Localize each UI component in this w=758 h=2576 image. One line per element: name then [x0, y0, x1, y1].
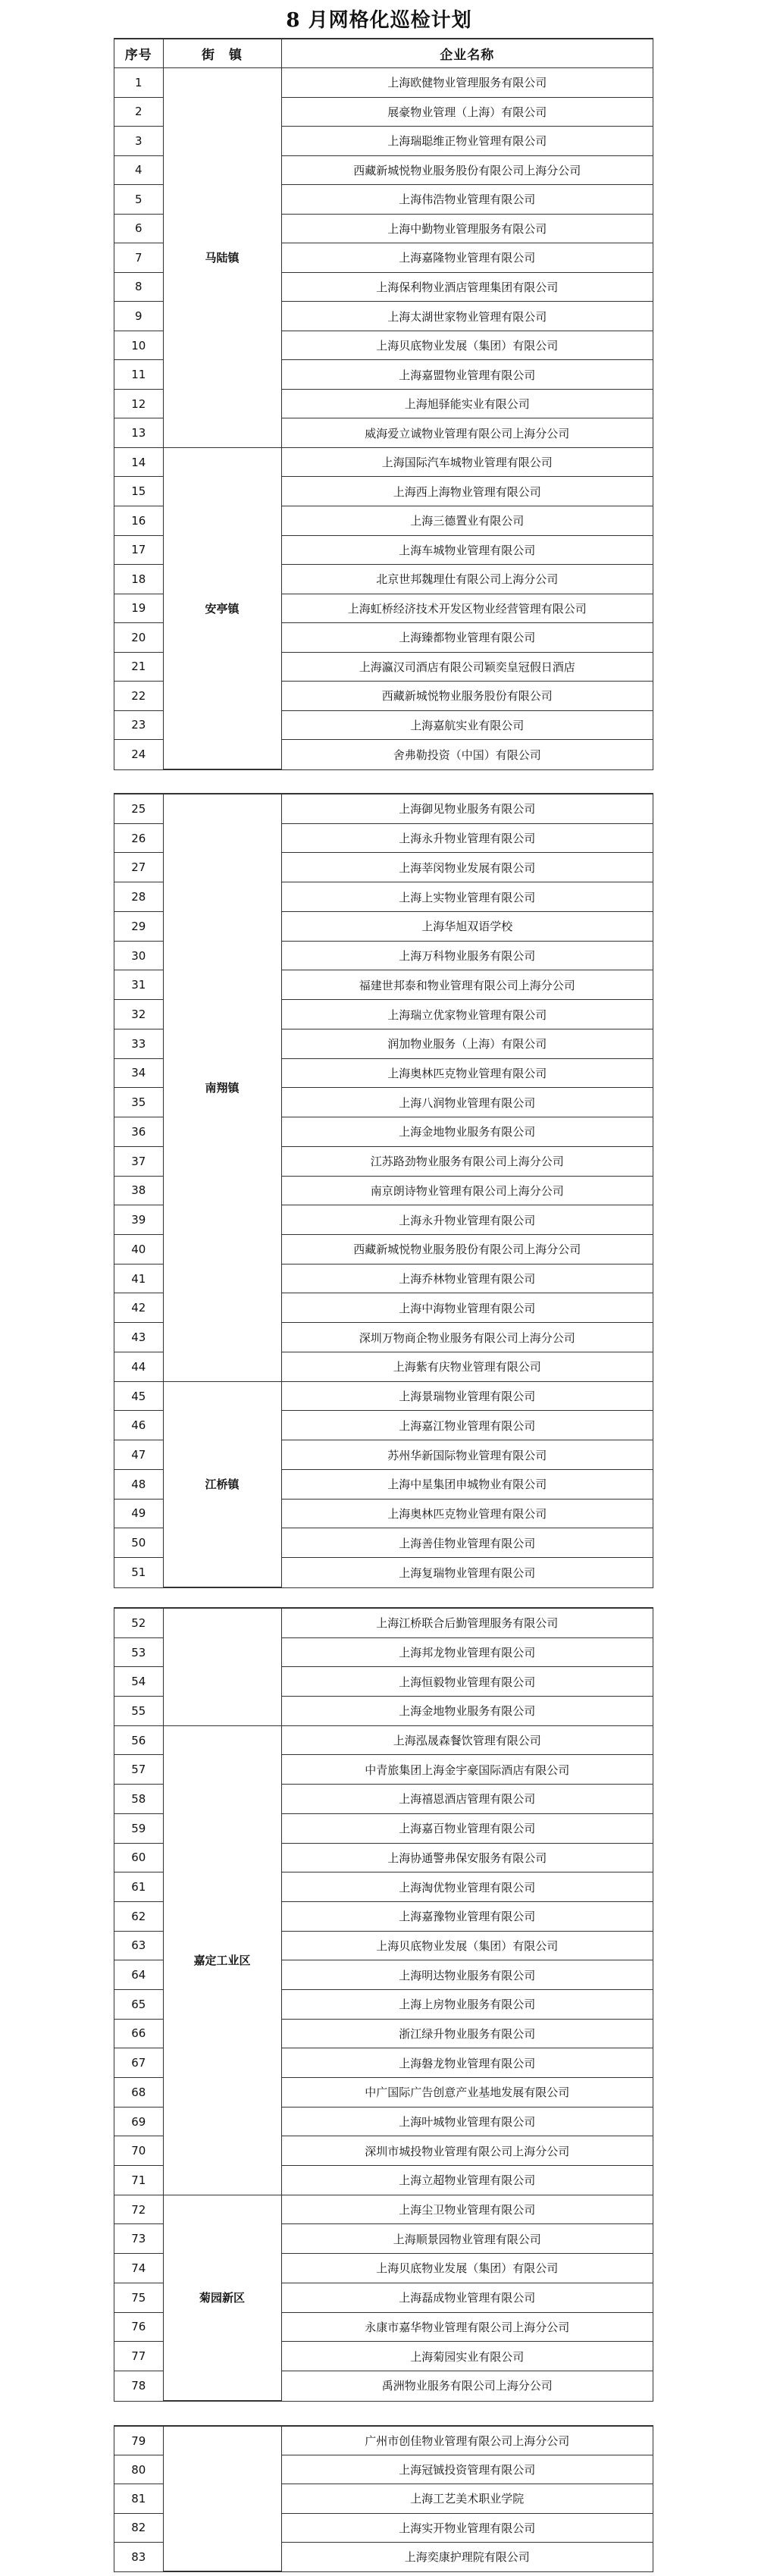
- company-name: 上海叶城物业管理有限公司: [281, 2107, 653, 2136]
- row-number: 26: [114, 823, 163, 853]
- company-name: 西藏新城悦物业服务股份有限公司: [281, 682, 653, 711]
- inspection-table: [114, 1608, 653, 2401]
- town-cell: 安亭镇: [163, 447, 281, 769]
- row-number: 23: [114, 710, 163, 740]
- company-name: 上海磐龙物业管理有限公司: [281, 2048, 653, 2078]
- company-name: 上海禧恩酒店管理有限公司: [281, 1785, 653, 1814]
- row-number: 56: [114, 1725, 163, 1755]
- row-number: 72: [114, 2195, 163, 2224]
- company-name: 上海贝底物业发展（集团）有限公司: [281, 1931, 653, 1960]
- header-town: 街 镇: [163, 39, 281, 68]
- company-name: 上海江桥联合后勤管理服务有限公司: [281, 1609, 653, 1638]
- town-cell: 南翔镇: [163, 794, 281, 1382]
- row-number: 38: [114, 1176, 163, 1205]
- company-name: 上海保利物业酒店管理集团有限公司: [281, 272, 653, 302]
- inspection-table: [114, 2426, 653, 2571]
- row-number: 14: [114, 447, 163, 477]
- company-name: 上海车城物业管理有限公司: [281, 535, 653, 565]
- company-name: 浙江绿升物业服务有限公司: [281, 2019, 653, 2048]
- table-row: [114, 2427, 653, 2455]
- table-row: [114, 1381, 653, 1411]
- company-name: 上海瑞立优家物业管理有限公司: [281, 1000, 653, 1029]
- row-number: 39: [114, 1205, 163, 1235]
- company-name: 上海尘卫物业管理有限公司: [281, 2195, 653, 2224]
- company-name: 上海虹桥经济技术开发区物业经营管理有限公司: [281, 594, 653, 623]
- company-name: 上海伟浩物业管理有限公司: [281, 185, 653, 215]
- company-name: 上海八润物业管理有限公司: [281, 1088, 653, 1117]
- row-number: 76: [114, 2312, 163, 2342]
- row-number: 66: [114, 2019, 163, 2048]
- row-number: 78: [114, 2371, 163, 2400]
- row-number: 83: [114, 2542, 163, 2571]
- town-cell: [163, 1609, 281, 1726]
- company-name: 上海臻都物业管理有限公司: [281, 623, 653, 653]
- company-name: 上海嘉百物业管理有限公司: [281, 1813, 653, 1843]
- company-name: 上海嘉豫物业管理有限公司: [281, 1901, 653, 1931]
- company-name: 上海上房物业服务有限公司: [281, 1989, 653, 2019]
- company-name: 上海中海物业管理有限公司: [281, 1293, 653, 1323]
- company-name: 南京朗诗物业管理有限公司上海分公司: [281, 1176, 653, 1205]
- row-number: 59: [114, 1813, 163, 1843]
- row-number: 41: [114, 1264, 163, 1293]
- company-name: 上海欧健物业管理服务有限公司: [281, 68, 653, 98]
- header-company: 企业名称: [281, 39, 653, 68]
- row-number: 6: [114, 214, 163, 243]
- company-name: 中广国际广告创意产业基地发展有限公司: [281, 2078, 653, 2107]
- row-number: 2: [114, 97, 163, 127]
- table-page: [114, 38, 653, 770]
- row-number: 68: [114, 2078, 163, 2107]
- row-number: 33: [114, 1029, 163, 1058]
- company-name: 上海淘优物业管理有限公司: [281, 1872, 653, 1902]
- row-number: 77: [114, 2342, 163, 2371]
- company-name: 上海贝底物业发展（集团）有限公司: [281, 2254, 653, 2283]
- town-cell: 江桥镇: [163, 1381, 281, 1587]
- company-name: 苏州华新国际物业管理有限公司: [281, 1440, 653, 1470]
- row-number: 58: [114, 1785, 163, 1814]
- row-number: 70: [114, 2136, 163, 2166]
- inspection-table: [114, 39, 653, 769]
- row-number: 21: [114, 652, 163, 682]
- company-name: 上海善佳物业管理有限公司: [281, 1528, 653, 1558]
- company-name: 江苏路劲物业服务有限公司上海分公司: [281, 1146, 653, 1176]
- company-name: 上海冠铖投资管理有限公司: [281, 2455, 653, 2484]
- company-name: 广州市创佳物业管理有限公司上海分公司: [281, 2427, 653, 2455]
- company-name: 上海工艺美术职业学院: [281, 2484, 653, 2513]
- company-name: 上海景瑞物业管理有限公司: [281, 1381, 653, 1411]
- row-number: 45: [114, 1381, 163, 1411]
- row-number: 35: [114, 1088, 163, 1117]
- company-name: 展豪物业管理（上海）有限公司: [281, 97, 653, 127]
- company-name: 上海中星集团申城物业有限公司: [281, 1469, 653, 1499]
- row-number: 48: [114, 1469, 163, 1499]
- company-name: 上海嘉隆物业管理有限公司: [281, 243, 653, 273]
- row-number: 15: [114, 477, 163, 506]
- company-name: 福建世邦泰和物业管理有限公司上海分公司: [281, 970, 653, 1000]
- row-number: 65: [114, 1989, 163, 2019]
- row-number: 74: [114, 2254, 163, 2283]
- town-cell: 马陆镇: [163, 68, 281, 448]
- row-number: 44: [114, 1352, 163, 1381]
- row-number: 49: [114, 1499, 163, 1528]
- company-name: 上海瑞聪维正物业管理有限公司: [281, 127, 653, 156]
- company-name: 上海立超物业管理有限公司: [281, 2166, 653, 2195]
- company-name: 上海奕康护理院有限公司: [281, 2542, 653, 2571]
- row-number: 5: [114, 185, 163, 215]
- row-number: 54: [114, 1667, 163, 1697]
- row-number: 52: [114, 1609, 163, 1638]
- row-number: 4: [114, 155, 163, 185]
- company-name: 上海邦龙物业管理有限公司: [281, 1637, 653, 1667]
- company-name: 上海明达物业服务有限公司: [281, 1960, 653, 1990]
- company-name: 永康市嘉华物业管理有限公司上海分公司: [281, 2312, 653, 2342]
- company-name: 上海万科物业服务有限公司: [281, 941, 653, 970]
- row-number: 36: [114, 1117, 163, 1147]
- table-row: [114, 794, 653, 824]
- company-name: 北京世邦魏理仕有限公司上海分公司: [281, 565, 653, 594]
- row-number: 69: [114, 2107, 163, 2136]
- company-name: 上海三德置业有限公司: [281, 506, 653, 535]
- row-number: 73: [114, 2224, 163, 2254]
- row-number: 42: [114, 1293, 163, 1323]
- town-cell: 嘉定工业区: [163, 1725, 281, 2195]
- company-name: 上海紫有庆物业管理有限公司: [281, 1352, 653, 1381]
- company-name: 上海太湖世家物业管理有限公司: [281, 302, 653, 331]
- company-name: 上海嘉江物业管理有限公司: [281, 1411, 653, 1440]
- company-name: 上海磊成物业管理有限公司: [281, 2283, 653, 2312]
- company-name: 上海莘闵物业发展有限公司: [281, 853, 653, 882]
- company-name: 深圳万物商企物业服务有限公司上海分公司: [281, 1323, 653, 1352]
- company-name: 上海国际汽车城物业管理有限公司: [281, 447, 653, 477]
- company-name: 上海旭驿能实业有限公司: [281, 389, 653, 418]
- row-number: 61: [114, 1872, 163, 1902]
- company-name: 深圳市城投物业管理有限公司上海分公司: [281, 2136, 653, 2166]
- company-name: 上海奥林匹克物业管理有限公司: [281, 1499, 653, 1528]
- row-number: 80: [114, 2455, 163, 2484]
- row-number: 10: [114, 331, 163, 360]
- company-name: 上海奥林匹克物业管理有限公司: [281, 1058, 653, 1088]
- row-number: 43: [114, 1323, 163, 1352]
- row-number: 27: [114, 853, 163, 882]
- company-name: 上海御见物业服务有限公司: [281, 794, 653, 824]
- page-title: 8 月网格化巡检计划: [286, 9, 472, 32]
- header-num: 序号: [114, 39, 163, 68]
- row-number: 40: [114, 1235, 163, 1264]
- row-number: 20: [114, 623, 163, 653]
- row-number: 17: [114, 535, 163, 565]
- row-number: 71: [114, 2166, 163, 2195]
- company-name: 上海泓晟森餐饮管理有限公司: [281, 1725, 653, 1755]
- row-number: 62: [114, 1901, 163, 1931]
- company-name: 上海协通警弗保安服务有限公司: [281, 1843, 653, 1872]
- table-row: [114, 68, 653, 98]
- row-number: 24: [114, 740, 163, 769]
- company-name: 禹洲物业服务有限公司上海分公司: [281, 2371, 653, 2400]
- company-name: 上海瀛汉司酒店有限公司颖奕皇冠假日酒店: [281, 652, 653, 682]
- company-name: 上海上实物业管理有限公司: [281, 882, 653, 912]
- company-name: 上海永升物业管理有限公司: [281, 823, 653, 853]
- row-number: 30: [114, 941, 163, 970]
- row-number: 9: [114, 302, 163, 331]
- row-number: 32: [114, 1000, 163, 1029]
- company-name: 上海金地物业服务有限公司: [281, 1697, 653, 1726]
- company-name: 上海金地物业服务有限公司: [281, 1117, 653, 1147]
- table-row: [114, 2195, 653, 2224]
- row-number: 47: [114, 1440, 163, 1470]
- town-cell: [163, 2427, 281, 2571]
- row-number: 18: [114, 565, 163, 594]
- row-number: 8: [114, 272, 163, 302]
- row-number: 57: [114, 1755, 163, 1785]
- row-number: 28: [114, 882, 163, 912]
- row-number: 22: [114, 682, 163, 711]
- company-name: 西藏新城悦物业服务股份有限公司上海分公司: [281, 1235, 653, 1264]
- row-number: 50: [114, 1528, 163, 1558]
- row-number: 81: [114, 2484, 163, 2513]
- row-number: 7: [114, 243, 163, 273]
- row-number: 55: [114, 1697, 163, 1726]
- row-number: 31: [114, 970, 163, 1000]
- row-number: 64: [114, 1960, 163, 1990]
- company-name: 上海恒毅物业管理有限公司: [281, 1667, 653, 1697]
- company-name: 上海实开物业管理有限公司: [281, 2513, 653, 2542]
- row-number: 25: [114, 794, 163, 824]
- table-row: [114, 1725, 653, 1755]
- company-name: 上海菊园实业有限公司: [281, 2342, 653, 2371]
- company-name: 上海顺景园物业管理有限公司: [281, 2224, 653, 2254]
- row-number: 60: [114, 1843, 163, 1872]
- company-name: 上海嘉航实业有限公司: [281, 710, 653, 740]
- town-cell: 菊园新区: [163, 2195, 281, 2400]
- row-number: 46: [114, 1411, 163, 1440]
- company-name: 西藏新城悦物业服务股份有限公司上海分公司: [281, 155, 653, 185]
- table-row: [114, 447, 653, 477]
- company-name: 上海嘉盟物业管理有限公司: [281, 360, 653, 390]
- row-number: 63: [114, 1931, 163, 1960]
- row-number: 75: [114, 2283, 163, 2312]
- company-name: 上海永升物业管理有限公司: [281, 1205, 653, 1235]
- table-page: [114, 2425, 653, 2572]
- row-number: 3: [114, 127, 163, 156]
- table-page: [114, 1607, 653, 2402]
- company-name: 上海复瑞物业管理有限公司: [281, 1558, 653, 1587]
- row-number: 29: [114, 911, 163, 941]
- company-name: 上海西上海物业管理有限公司: [281, 477, 653, 506]
- company-name: 上海中勤物业管理服务有限公司: [281, 214, 653, 243]
- table-page: [114, 793, 653, 1588]
- company-name: 润加物业服务（上海）有限公司: [281, 1029, 653, 1058]
- company-name: 威海爱立诚物业管理有限公司上海分公司: [281, 418, 653, 448]
- row-number: 11: [114, 360, 163, 390]
- row-number: 34: [114, 1058, 163, 1088]
- row-number: 37: [114, 1146, 163, 1176]
- row-number: 79: [114, 2427, 163, 2455]
- company-name: 舍弗勒投资（中国）有限公司: [281, 740, 653, 769]
- company-name: 上海华旭双语学校: [281, 911, 653, 941]
- row-number: 12: [114, 389, 163, 418]
- row-number: 53: [114, 1637, 163, 1667]
- company-name: 上海贝底物业发展（集团）有限公司: [281, 331, 653, 360]
- table-row: [114, 1609, 653, 1638]
- company-name: 上海乔林物业管理有限公司: [281, 1264, 653, 1293]
- row-number: 51: [114, 1558, 163, 1587]
- company-name: 中青旅集团上海金宇豪国际酒店有限公司: [281, 1755, 653, 1785]
- inspection-table: [114, 794, 653, 1587]
- row-number: 19: [114, 594, 163, 623]
- table-header-row: [114, 39, 653, 68]
- row-number: 1: [114, 68, 163, 98]
- row-number: 13: [114, 418, 163, 448]
- row-number: 82: [114, 2513, 163, 2542]
- row-number: 16: [114, 506, 163, 535]
- row-number: 67: [114, 2048, 163, 2078]
